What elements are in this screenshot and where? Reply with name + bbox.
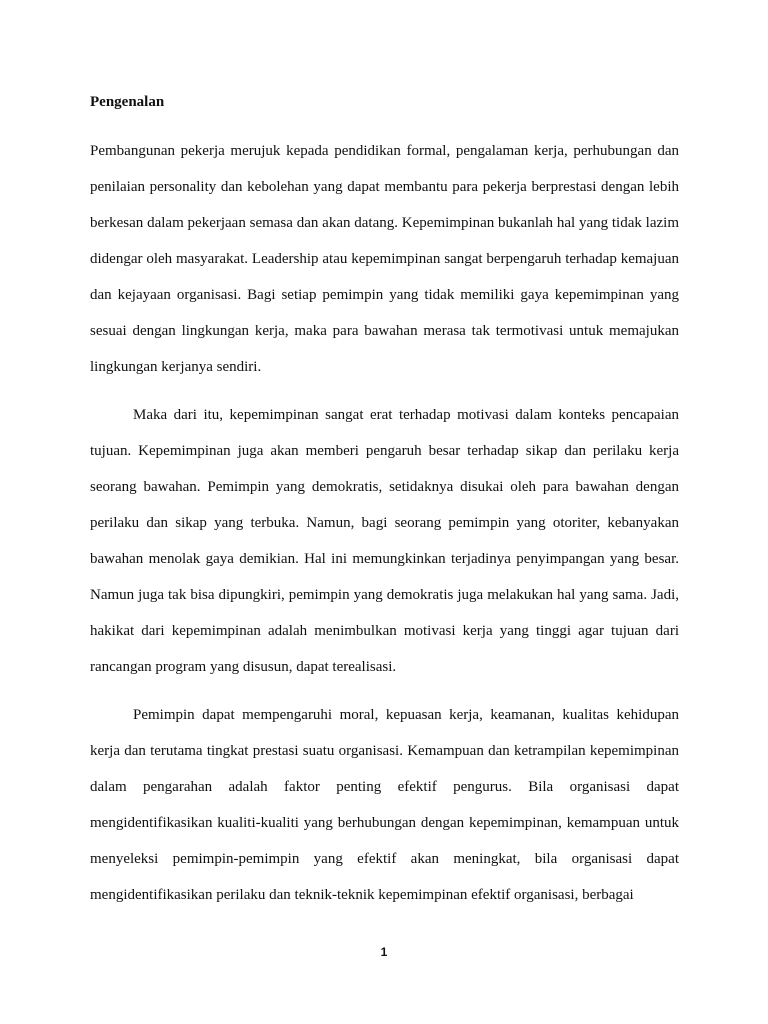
page-number: 1 <box>380 945 388 959</box>
section-heading: Pengenalan <box>90 94 165 110</box>
paragraph-1: Pembangunan pekerja merujuk kepada pendidikan formal, pengalaman kerja, perhubungan dan penilaian personality dan kebolehan yang dapat membantu para pekerja berprestasi dengan lebih berkesan dalam pekerjaan semasa dan akan datang. Kepemimpinan bukanlah hal yang tidak lazim didengar oleh masyarakat. Leadership atau kepemimpinan sangat berpengaruh terhadap kemajuan dan kejayaan organisasi. Bagi setiap pemimpin yang tidak memiliki gaya kepemimpinan yang sesuai dengan lingkungan kerja, maka para bawahan merasa tak termotivasi untuk memajukan lingkungan kerjanya sendiri. <box>90 143 679 375</box>
paragraph-2: Maka dari itu, kepemimpinan sangat erat terhadap motivasi dalam konteks pencapaian tujuan. Kepemimpinan juga akan memberi pengaruh besar terhadap sikap dan perilaku kerja seorang bawahan. Pemimpin yang demokratis, setidaknya disukai oleh para bawahan dengan perilaku dan sikap yang terbuka. Namun, bagi seorang pemimpin yang otoriter, kebanyakan bawahan menolak gaya demikian. Hal ini memungkinkan terjadinya penyimpangan yang besar. Namun juga tak bisa dipungkiri, pemimpin yang demokratis juga melakukan hal yang sama. Jadi, hakikat dari kepemimpinan adalah menimbulkan motivasi kerja yang tinggi agar tujuan dari rancangan program yang disusun, dapat terealisasi. <box>90 407 679 675</box>
paragraph-3: Pemimpin dapat mempengaruhi moral, kepuasan kerja, keamanan, kualitas kehidupan kerja dan terutama tingkat prestasi suatu organisasi. Kemampuan dan ketrampilan kepemimpinan dalam pengarahan adalah faktor penting efektif pengurus. Bila organisasi dapat mengidentifikasikan kualiti-kualiti yang berhubungan dengan kepemimpinan, kemampuan untuk menyeleksi pemimpin-pemimpin yang efektif akan meningkat, bila organisasi dapat mengidentifikasikan perilaku dan teknik-teknik kepemimpinan efektif organisasi, berbagai <box>90 707 679 903</box>
document-page <box>90 87 679 925</box>
